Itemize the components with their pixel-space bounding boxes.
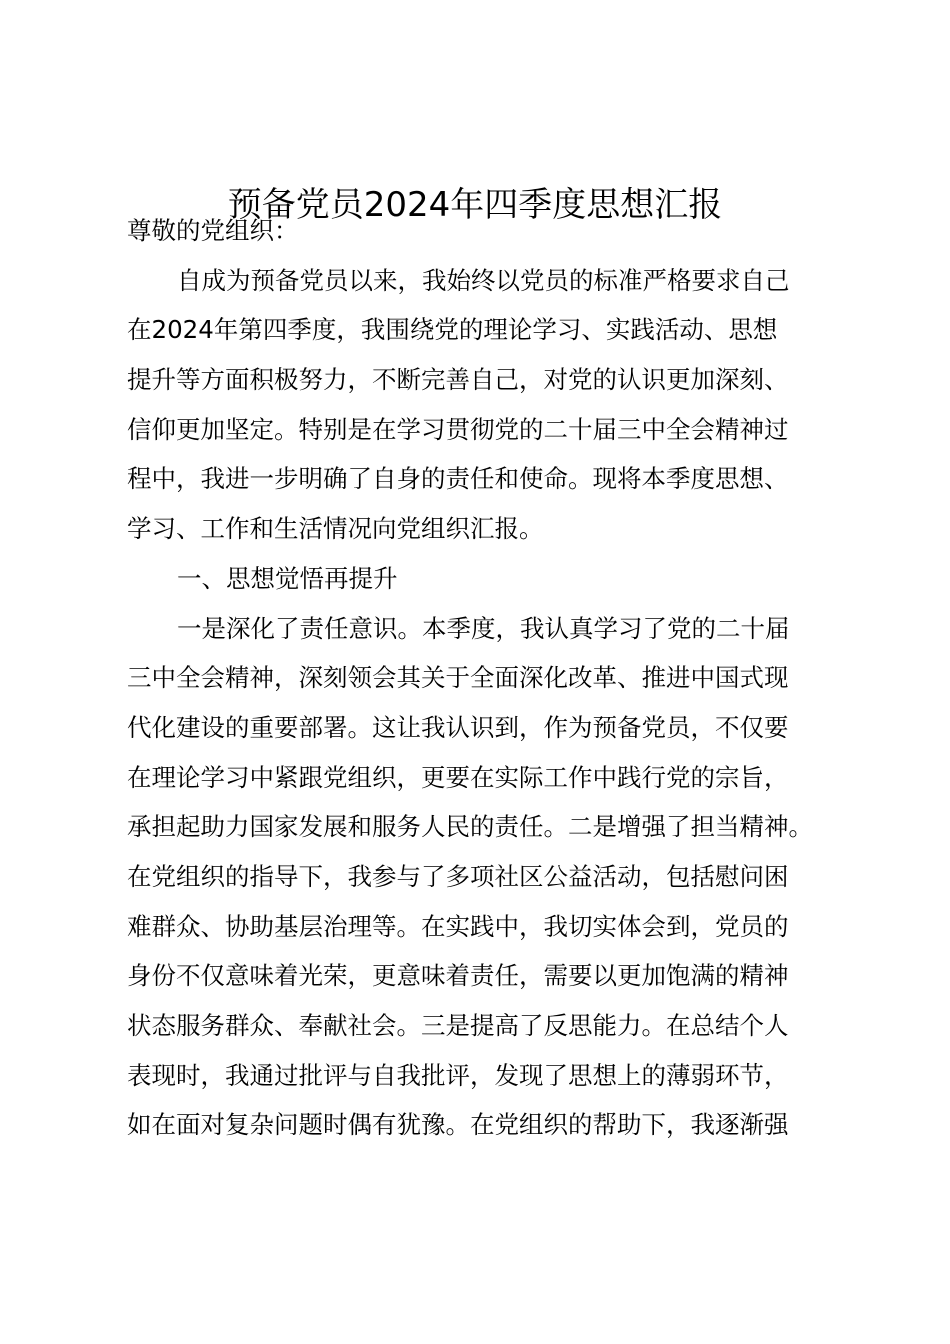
document-body [127, 206, 847, 1150]
body-line: 承担起助力国家发展和服务人民的责任。二是增强了担当精神。 [127, 812, 813, 842]
body-lines [127, 256, 847, 1150]
document-title: 预备党员2024年四季度思想汇报 [227, 185, 723, 225]
body-line: 状态服务群众、奉献社会。三是提高了反思能力。在总结个人 [127, 1011, 789, 1040]
body-line: 难群众、协助基层治理等。在实践中，我切实体会到，党员的 [127, 911, 789, 941]
body-line: 身份不仅意味着光荣，更意味着责任，需要以更加饱满的精神 [127, 961, 789, 991]
body-line: 表现时，我通过批评与自我批评，发现了思想上的薄弱环节， [127, 1060, 789, 1090]
body-line: 学习、工作和生活情况向党组织汇报。 [127, 514, 544, 544]
body-line: 如在面对复杂问题时偶有犹豫。在党组织的帮助下，我逐渐强 [127, 1110, 789, 1140]
salutation: 尊敬的党组织： [127, 216, 299, 245]
body-line: 代化建设的重要部署。这让我认识到，作为预备党员，不仅要 [127, 712, 789, 742]
body-line: 程中，我进一步明确了自身的责任和使命。现将本季度思想、 [127, 464, 789, 494]
body-line: 在党组织的指导下，我参与了多项社区公益活动，包括慰问困 [127, 861, 789, 891]
body-line: 三中全会精神，深刻领会其关于全面深化改革、推进中国式现 [127, 663, 789, 693]
body-line: 在2024年第四季度，我围绕党的理论学习、实践活动、思想 [127, 315, 778, 345]
body-line: 一、思想觉悟再提升 [177, 563, 398, 593]
body-line: 一是深化了责任意识。本季度，我认真学习了党的二十届 [177, 613, 790, 643]
body-line: 信仰更加坚定。特别是在学习贯彻党的二十届三中全会精神过 [127, 414, 789, 444]
body-line: 自成为预备党员以来，我始终以党员的标准严格要求自己 [177, 265, 790, 295]
body-line: 提升等方面积极努力，不断完善自己，对党的认识更加深刻、 [127, 365, 789, 395]
body-line: 在理论学习中紧跟党组织，更要在实际工作中践行党的宗旨， [127, 762, 789, 792]
